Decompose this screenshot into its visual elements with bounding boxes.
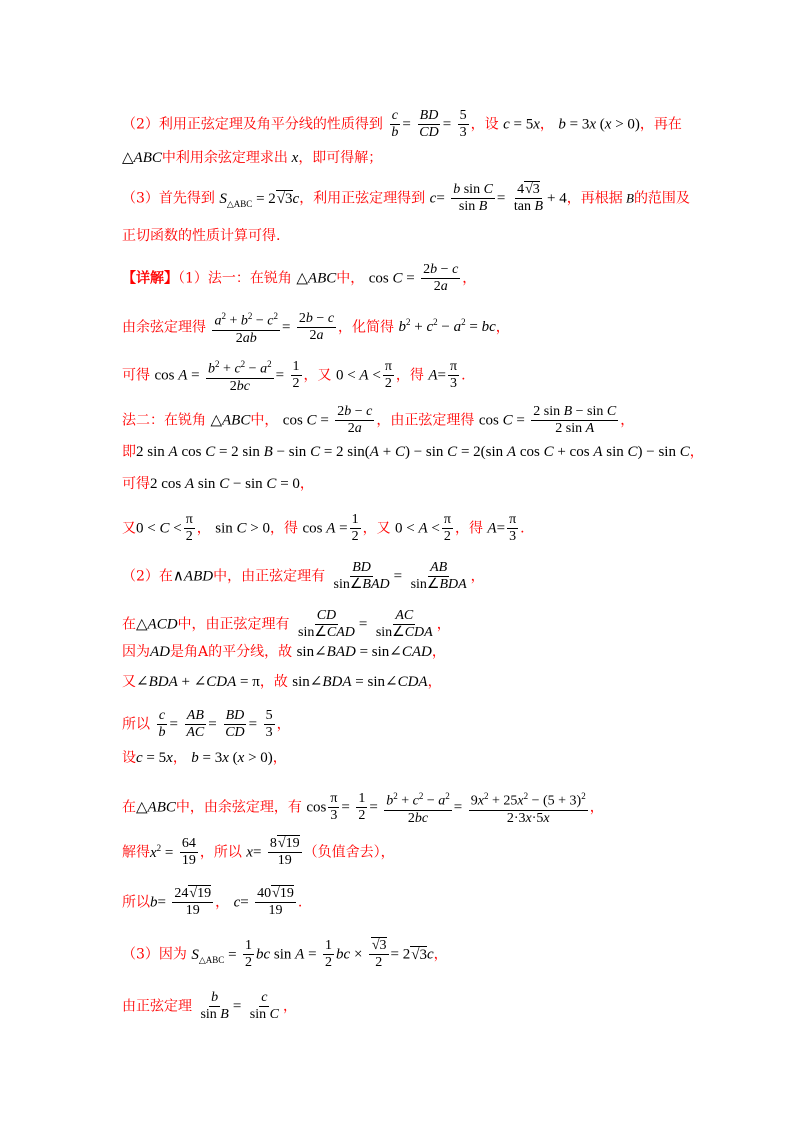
part2-line6: 设c = 5x， b = 3x (x > 0)， — [122, 750, 287, 766]
part2-line4: 又∠BDA + ∠CDA = π，故 sin∠BDA = sin∠CDA， — [122, 674, 442, 690]
detail-line1: 【详解】（1）法一：在锐角 △ABC中， cos C = $\frac{2b - c}{2a}$ ， — [122, 262, 477, 294]
part2-line3: 因为AD是角A的平分线，故 sin∠BAD = sin∠CAD， — [122, 644, 446, 660]
hint3-line1: （3）首先得到 $S_{\triangle ABC} = 2√$ 3c，利用正弦定理得到 c= $\frac{\text{b sin C}}{\text{sin B}}$ = $\frac{4√ 3}{\text{tan B}}$ + 4，再根据 B的范围及 — [122, 182, 690, 215]
hint2-line1: （2）利用正弦定理及角平分线的性质得到 $\frac{c}{b}$ = $\frac{BD}{CD}$ = $\frac{5}{3}$ ，设 c = 5x， b = 3x (x > 0)，再在 — [122, 108, 682, 140]
part3-line2: 由正弦定理 $\frac{b}{\text{sin B}}$ = $\frac{c}{\text{sin C}}$ ， — [122, 990, 297, 1022]
method2-line2: 即2 sin A cos C = 2 sin B − sin C = 2 sin(A + C) − sin C = 2(sin A cos C + cos A sin C) − sin C， — [122, 444, 704, 460]
method2-line1: 法二：在锐角 △ABC中， cos C = $\frac{2b - c}{2a}$ ，由正弦定理得 cos C = $\frac{\text{2 sin B − sin C}}{\text{2 sin A}}$ ， — [122, 404, 635, 436]
hint3-line2: 正切函数的性质计算可得. — [122, 228, 281, 244]
method2-line3: 可得2 cos A sin C − sin C = 0， — [122, 476, 314, 492]
part2-line9: 所以b= $\frac{24√ 19}{19}$ ， c= $\frac{40√ 19}{19}$ . — [122, 886, 302, 919]
part2-line2: 在△ACD中，由正弦定理有 $\frac{CD}{\text{sin∠CAD}}$ = $\frac{AC}{\text{sin∠CDA}}$ ， — [122, 608, 451, 640]
part2-line1: （2）在∧ABD中，由正弦定理有 $\frac{BD}{\text{sin∠BAD}}$ = $\frac{AB}{\text{sin∠BDA}}$ ， — [122, 560, 485, 592]
hint2-line2: △ABC中利用余弦定理求出 x，即可得解； — [122, 150, 383, 166]
method2-line4: 又0 < C < $\frac{\pi}{2}$ ， sin C > 0，得 cos A = $\frac{1}{2}$ ，又 0 < A < $\frac{\pi}{2}$ ，得 A= $\frac{\pi}{3}$ . — [122, 512, 525, 544]
part2-line5: 所以 $\frac{c}{b}$ = $\frac{AB}{AC}$ = $\frac{BD}{CD}$ = $\frac{5}{3}$ ， — [122, 708, 291, 740]
detail-line3: 可得 cos A = $\frac{b^2 + c^2 - a^2}{2bc}$ = $\frac{1}{2}$ ，又 0 < A < $\frac{\pi}{2}$ ，得 A= $\frac{\pi}{3}$ . — [122, 356, 466, 395]
part2-line8: 解得$x^2$ = $\frac{64}{19}$ ，所以 x= $\frac{8√ 19}{19}$ （负值舍去）， — [122, 836, 395, 869]
part3-line1: （3）因为 $S_{\triangle ABC}$ = $\frac{1}{2}$ bc sin A = $\frac{1}{2}$ bc × √ $\frac{3}{2}$ = 2√ 3c， — [122, 938, 448, 971]
part2-line7: 在△ABC中，由余弦定理，有 cos $\frac{\pi}{3}$ = $\frac{1}{2}$ = $\frac{b^2 + c^2 - a^2}{2bc}$ = $\frac{9x^2 + 25x^2 - (5 + 3)^2}{2\cdot 3x\cdot 5x}$ ， — [122, 788, 604, 827]
detail-line2: 由余弦定理得 $\frac{a^2 + b^2 - c^2}{2ab}$ = $\frac{2b - c}{2a}$ ，化简得 $b^2 + c^2 - a^2$ = bc， — [122, 308, 510, 347]
